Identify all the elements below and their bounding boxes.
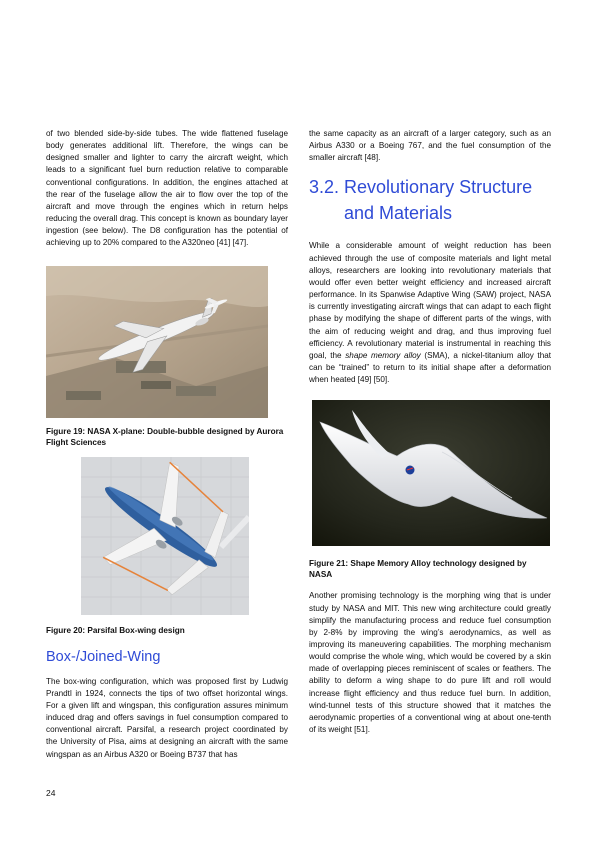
section-title-line-1: 3.2. Revolutionary Structure [309, 177, 533, 198]
right-paragraph-3: Another promising technology is the morphing wing that is under study by NASA and MIT. This new wing architecture could greatly simplify the manufacturing process and reduce fuel consumption by 2-8% by improving the wing’s aerodynamics, as well as improving its maneuvering capabilities. The morphing mechanism would comprise the whole wing, which would be covered by a skin made of overlapping pieces reminiscent of scales or feathers. The ability to deform a wing shape to do pure lift and roll would increase flight efficiency and thus reduce fuel burn. In addition, wind-tunnel tests of this structure showed that it matches the aerodynamic properties of a conventional wing at about one-tenth of its weight [51]. [309, 591, 551, 735]
right-column [309, 128, 551, 736]
box-wing-render [81, 457, 249, 615]
section-title [309, 174, 551, 226]
aerial-aircraft-photo [46, 266, 268, 418]
right-paragraph-2 [309, 240, 551, 386]
right-paragraph-2-part-b: (SMA), a nickel-titanium alloy that can be “trained” to return to its initial shape after a deformation when heated [49] [50]. [309, 350, 551, 385]
figure-20-image [81, 457, 249, 615]
section-title-line-2: and Materials [344, 203, 453, 224]
page-number: 24 [46, 788, 56, 798]
figure-19-caption: Figure 19: NASA X-plane: Double-bubble designed by Aurora Flight Sciences [46, 426, 284, 447]
box-wing-heading: Box-/Joined-Wing [46, 648, 161, 665]
left-paragraph-2: The box-wing configuration, which was proposed first by Ludwig Prandtl in 1924, connects the tips of two offset horizontal wings. For a given lift and wingspan, this configuration assures minimum induced drag and offers savings in fuel consumption compared to conventional aircraft. Parsifal, a research project coordinated by the University of Pisa, aims at designing an aircraft with the same wingspan as an Airbus A320 or Boeing B737 that has [46, 676, 288, 759]
right-paragraph-2-part-a: While a considerable amount of weight reduction has been achieved through the use of composite materials and light metal alloys, researchers are looking into revolutionary materials that would offer even better weight efficiency and increased aircraft performance. In its Spanwise Adaptive Wing (SAW) project, NASA is currently investigating aircraft wings that can adapt to each flight phase by modifying the shape of different parts of the wings, with the aim of reducing weight and drag, and thus improving fuel efficiency. A revolutionary material is instrumental in reaching this goal, the [309, 241, 551, 360]
morphing-wing-render [312, 400, 550, 546]
right-paragraph-1: the same capacity as an aircraft of a larger category, such as an Airbus A330 or a Boeing 767, and the fuel consumption of the smaller aircraft [48]. [309, 129, 551, 163]
shape-memory-alloy-term: shape memory alloy [345, 350, 421, 360]
left-paragraph-1: of two blended side-by-side tubes. The wide flattened fuselage body generates additional lift. Therefore, the wings can be designed smaller and lighter to carry the aircraft weight, which leads to a significant fuel burn reduction relative to comparable conventional configurations. In addition, the engines attached at the rear of the fuselage allow the air to flow over the top of the aircraft and move through the engines which in return helps reducing the overall drag. This concept is known as boundary layer ingestion (see below). The D8 configuration has the potential of achieving up to 20% compared to the A320neo [41] [47]. [46, 129, 288, 248]
figure-20-caption: Figure 20: Parsifal Box-wing design [46, 625, 185, 635]
figure-19-image [46, 266, 268, 418]
left-column [46, 128, 288, 761]
figure-21-caption: Figure 21: Shape Memory Alloy technology designed by NASA [309, 559, 527, 580]
figure-21-image [312, 400, 550, 546]
